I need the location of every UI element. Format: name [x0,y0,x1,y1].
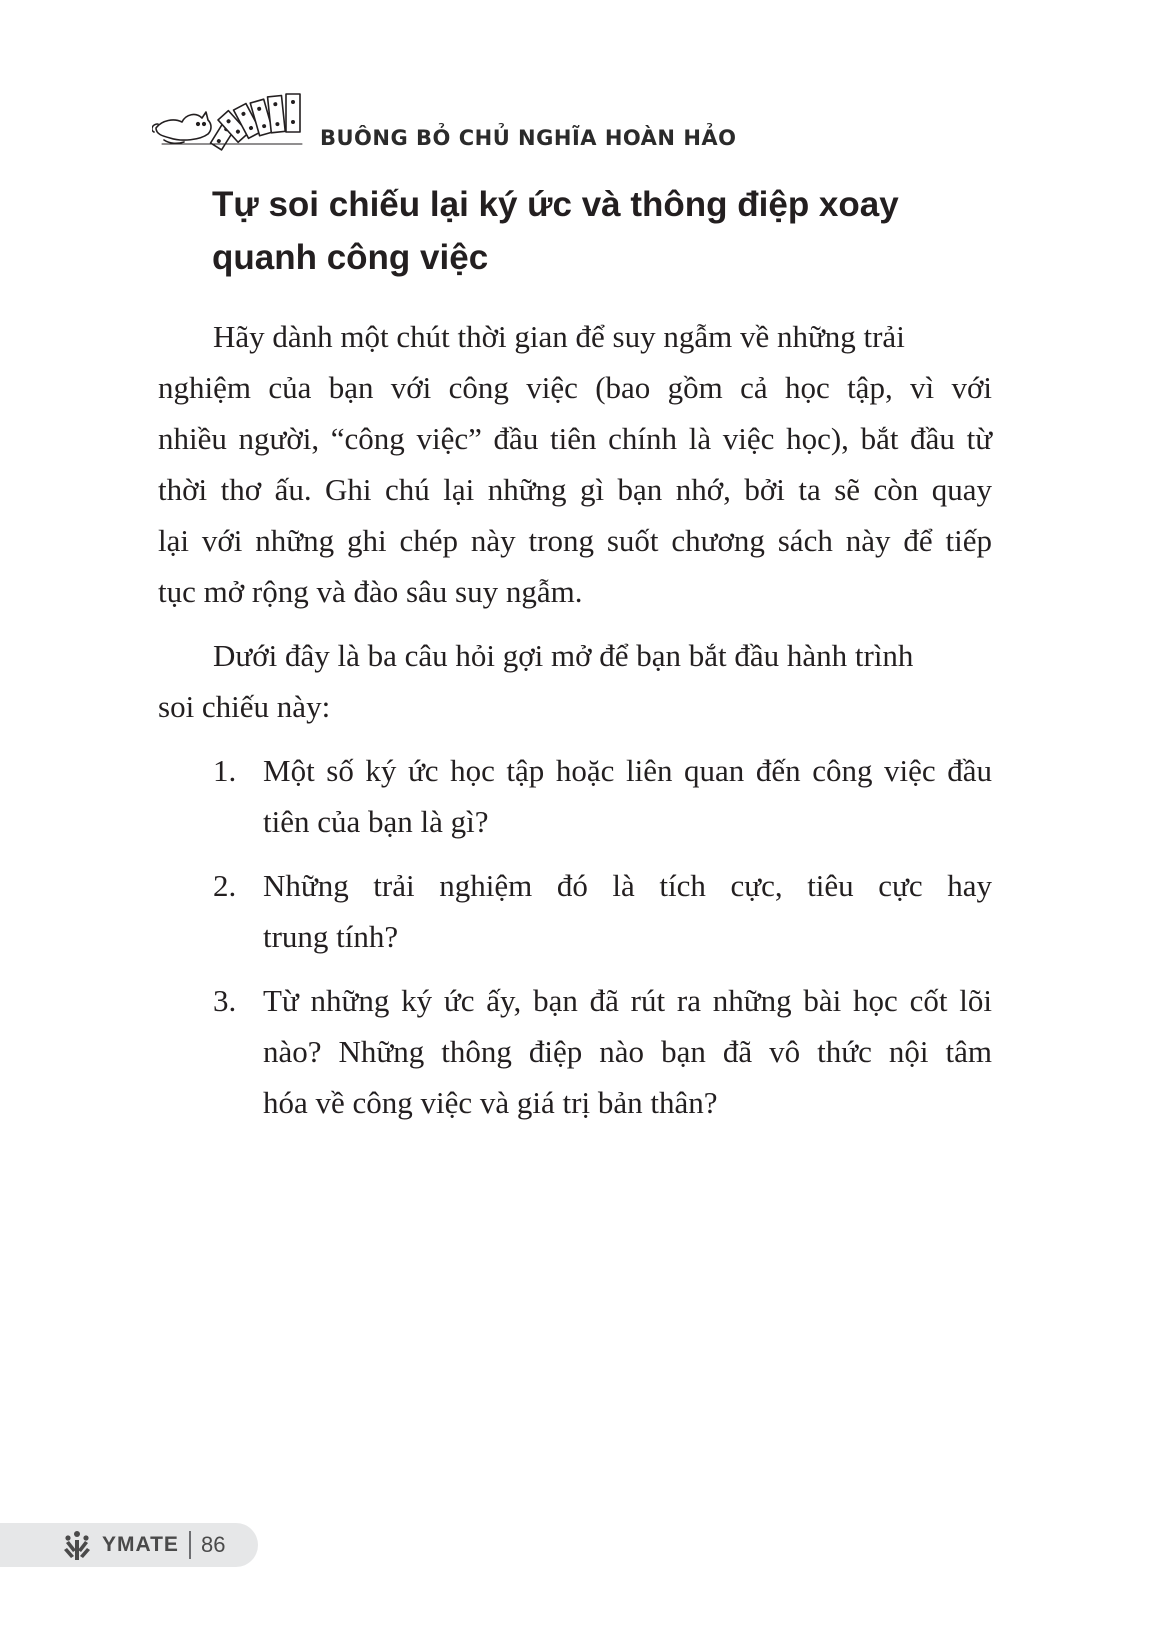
list-item-line: Từ những ký ức ấy, bạn đã rút ra những bài học cốt lõi [263,983,992,1018]
list-item [158,975,992,1128]
ymate-logo-icon [60,1528,94,1562]
list-item-line: trung tính? [263,919,399,954]
paragraph-line: tục mở rộng và đào sâu suy ngẫm. [158,574,583,609]
list-item [158,745,992,847]
paragraph-line: Hãy dành một chút thời gian để suy ngẫm về những trải [213,319,905,354]
section-heading: Tự soi chiếu lại ký ức và thông điệp xoay quanh công việc [212,185,899,277]
paragraph-line: Dưới đây là ba câu hỏi gợi mở để bạn bắt đầu hành trình [213,638,914,673]
footer-divider [189,1531,191,1559]
list-number: 2. [213,868,237,903]
cat-dominoes-illustration [152,84,312,156]
paragraph-line: thời thơ ấu. Ghi chú lại những gì bạn nhớ, bởi ta sẽ còn quay [158,472,992,507]
list-number: 1. [213,753,237,788]
page-number: 86 [200,1532,226,1557]
list-item-line: nào? Những thông điệp nào bạn đã vô thức nội tâm [263,1034,992,1069]
brand-name: YMATE [102,1533,179,1556]
running-title: BUÔNG BỎ CHỦ NGHĨA HOÀN HẢO [320,126,737,150]
paragraph [158,630,992,732]
paragraph [158,311,992,617]
page-footer [0,1523,258,1567]
question-list [158,745,992,1128]
list-number: 3. [213,983,237,1018]
running-header [152,84,737,156]
paragraph-line: soi chiếu này: [158,689,331,724]
body-text [158,311,992,1141]
list-item-line: tiên của bạn là gì? [263,804,489,839]
list-item [158,860,992,962]
list-item-line: hóa về công việc và giá trị bản thân? [263,1085,718,1120]
paragraph-line: nhiều người, “công việc” đầu tiên chính là việc học), bắt đầu từ [158,421,992,456]
paragraph-line: lại với những ghi chép này trong suốt chương sách này để tiếp [158,523,992,558]
list-item-line: Một số ký ức học tập hoặc liên quan đến công việc đầu [263,753,992,788]
list-item-line: Những trải nghiệm đó là tích cực, tiêu cực hay [263,868,992,903]
paragraph-line: nghiệm của bạn với công việc (bao gồm cả học tập, vì với [158,370,992,405]
